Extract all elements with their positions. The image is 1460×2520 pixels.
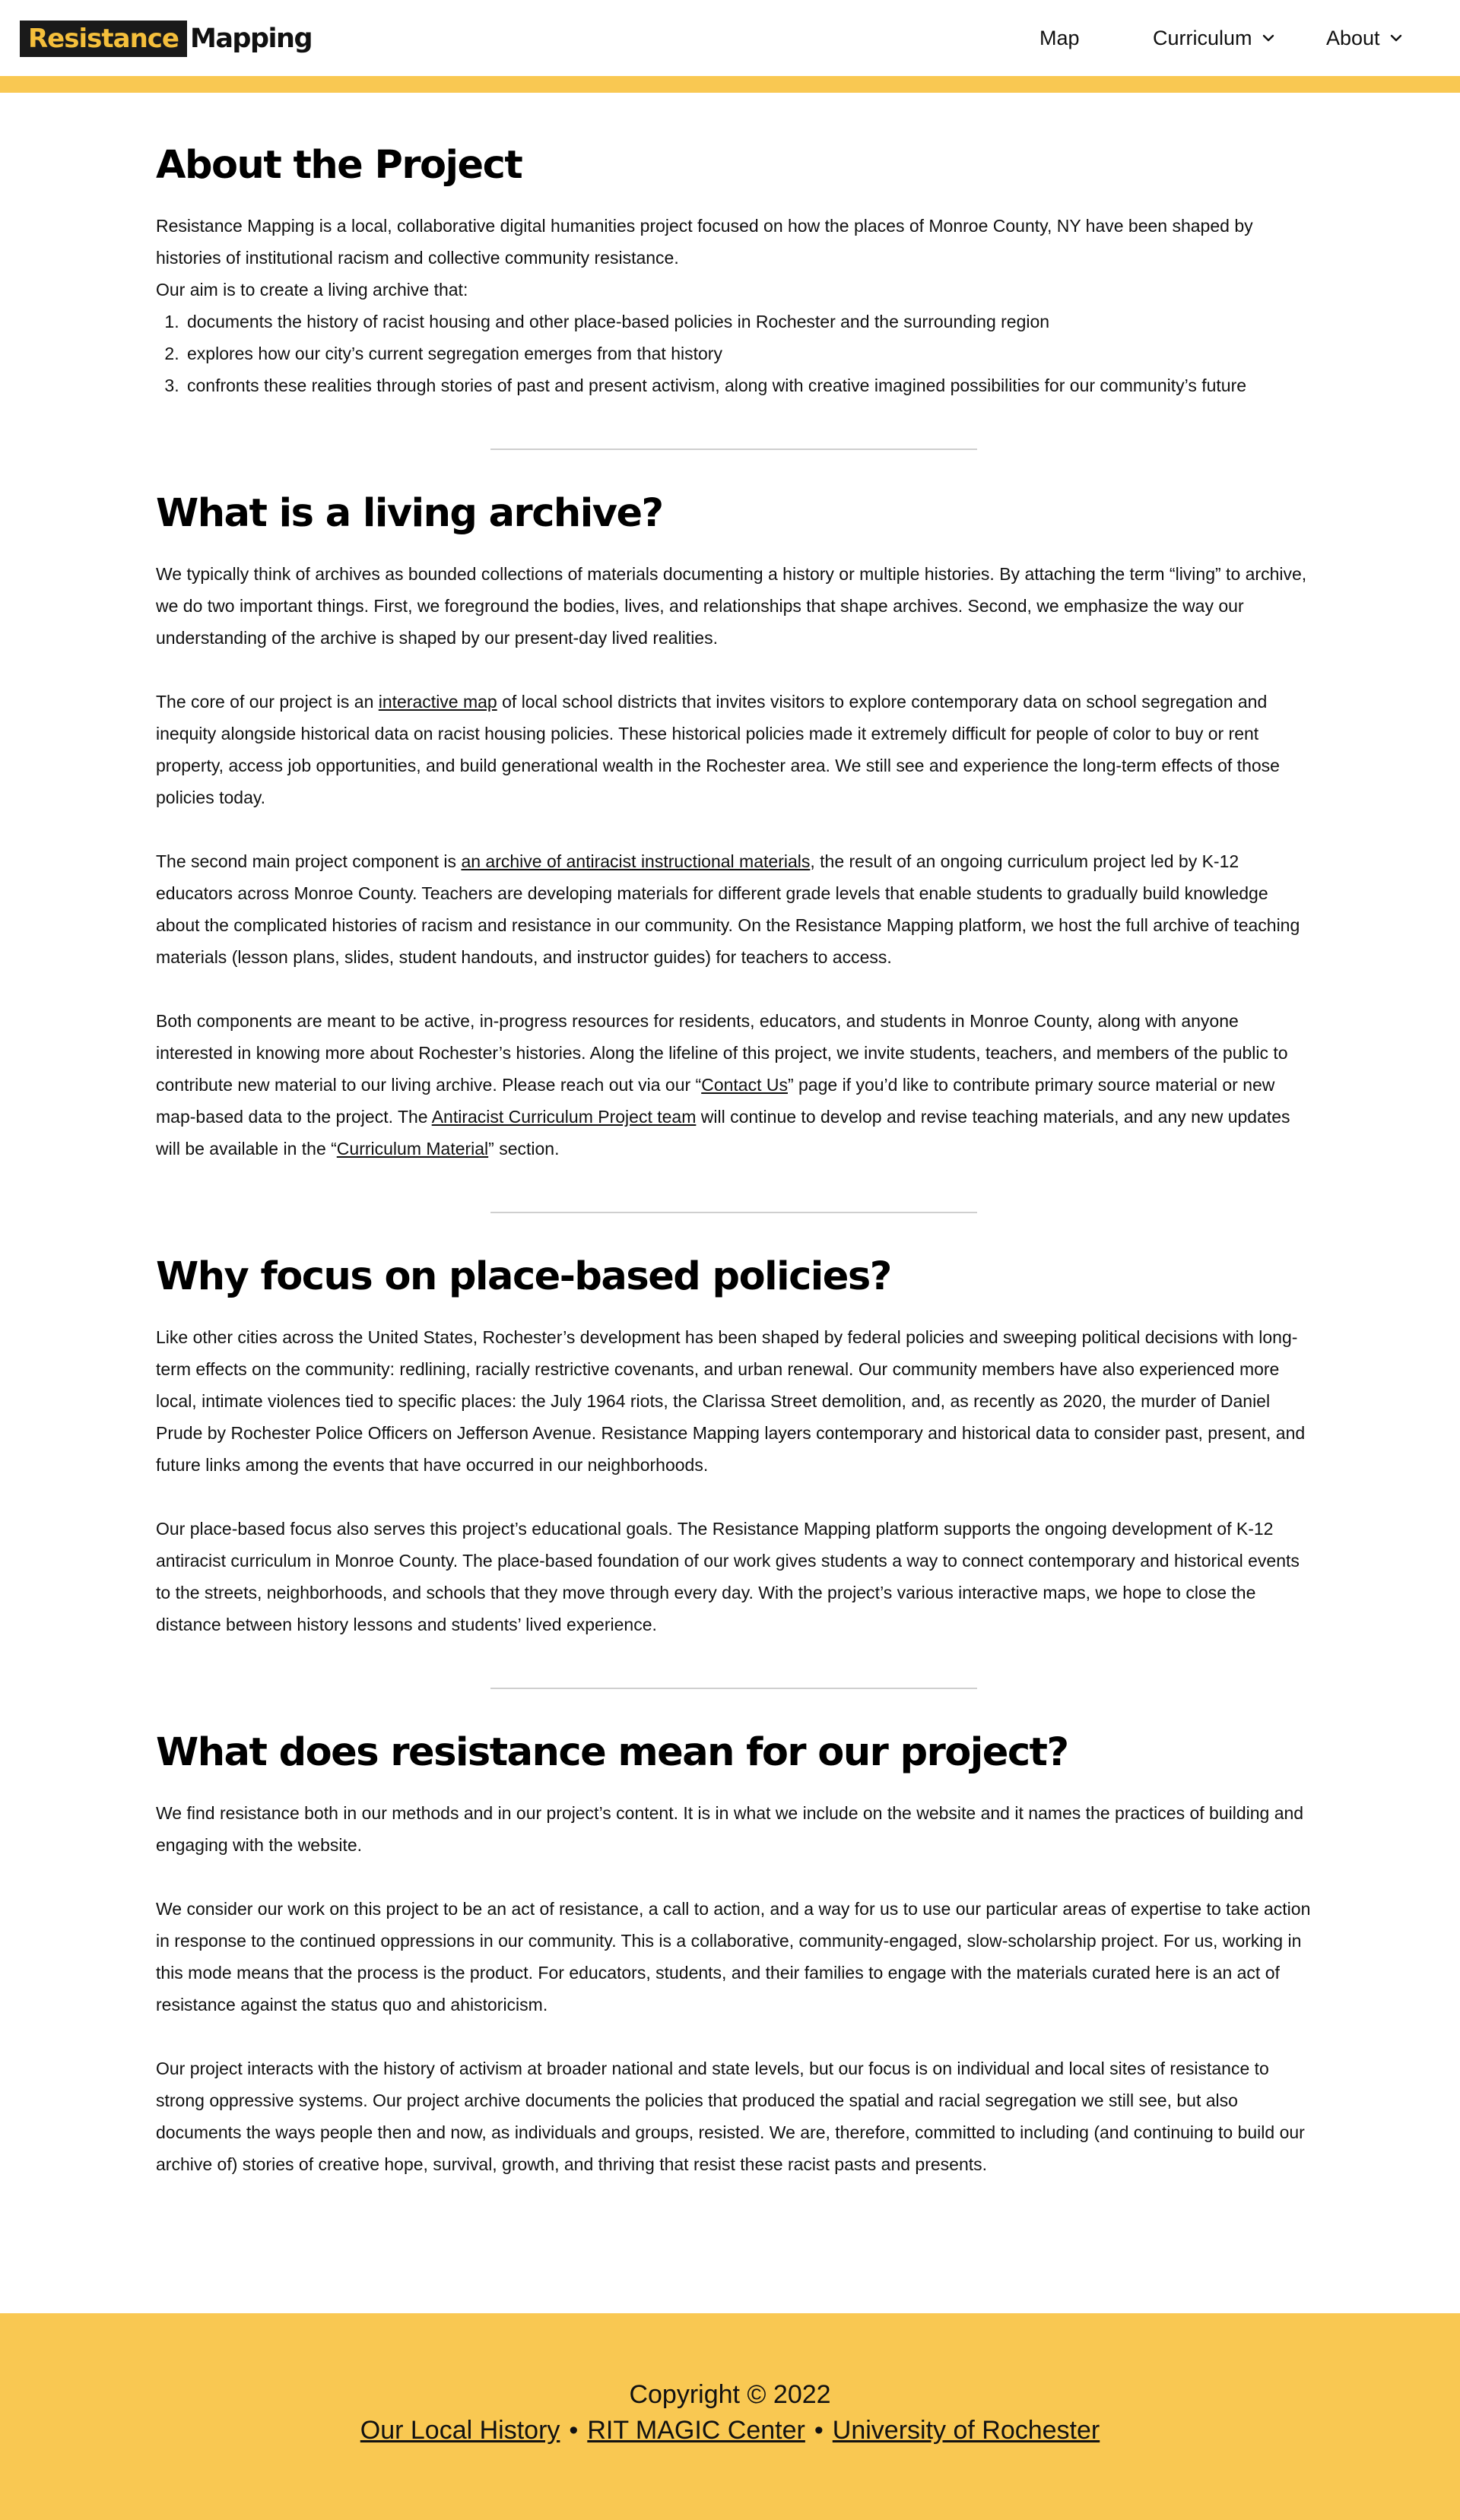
aims-list — [184, 306, 1312, 401]
interactive-map-link[interactable]: interactive map — [378, 692, 497, 712]
footer-link-our-local-history[interactable]: Our Local History — [360, 2416, 560, 2445]
paragraph — [156, 845, 1312, 973]
section-heading: Why focus on place-based policies? — [156, 1254, 891, 1300]
nav-item-label: About — [1326, 26, 1380, 49]
curriculum-team-link[interactable]: Antiracist Curriculum Project team — [431, 1107, 697, 1127]
nav-item-about[interactable] — [1326, 23, 1403, 53]
main-nav — [0, 23, 1460, 53]
paragraph: We consider our work on this project to be an act of resistance, a call to action, and a way for us to use our particular areas of expertise to take action in response to the continued oppressions in our community. This is a collaborative, community-engaged, slow-scholarship project. For us, working in this mode means that the process is the product. For educators, students, and their families to engage with the materials curated here is an act of resistance against the status quo and ahistoricism. — [156, 1899, 1311, 2015]
chevron-down-icon — [1262, 31, 1275, 45]
paragraph: Like other cities across the United States, Rochester’s development has been shaped by federal policies and sweeping political decisions with long-term effects on the community: redlining, racially restrictive covenants, and urban renewal. Our community members have also experienced more local, intimate violences tied to specific places: the July 1964 riots, the Clarissa Street demolition, and, as recently as 2020, the murder of Daniel Prude by Rochester Police Officers on Jefferson Avenue. Resistance Mapping layers contemporary and historical data to consider past, present, and future links among the events that have occurred in our neighborhoods. — [156, 1327, 1306, 1476]
section-heading: About the Project — [156, 143, 522, 188]
nav-item-curriculum[interactable] — [1153, 23, 1275, 53]
chevron-down-icon — [1389, 31, 1403, 45]
site-footer — [0, 2313, 1460, 2520]
section-place-based-policies — [156, 1256, 1312, 1640]
section-heading: What is a living archive? — [156, 491, 663, 537]
section-heading: What does resistance mean for our project? — [156, 1730, 1068, 1776]
text-run: ” page if you’d like to contribute primary source material or new map-based data to the project. The — [156, 1075, 1275, 1127]
nav-item-map[interactable] — [1039, 23, 1080, 53]
list-item: 3. confronts these realities through stories of past and present activism, along with creative imagined possibilities for our community’s future — [184, 369, 1312, 401]
paragraph: Our place-based focus also serves this project’s educational goals. The Resistance Mapping platform supports the ongoing development of K-12 antiracist curriculum in Monroe County. The place-based foundation of our work gives students a way to connect contemporary and historical events to the streets, neighborhoods, and schools that they move through every day. With the project’s various interactive maps, we hope to close the distance between history lessons and students’ lived experience. — [156, 1519, 1300, 1635]
footer-link-rit-magic-center[interactable]: RIT MAGIC Center — [587, 2416, 805, 2445]
main-content — [156, 144, 1312, 2180]
section-living-archive — [156, 493, 1312, 1165]
paragraph — [156, 1005, 1312, 1165]
text-run: ” section. — [488, 1139, 560, 1159]
paragraph: Resistance Mapping is a local, collaborative digital humanities project focused on how the places of Monroe County, NY have been shaped by histories of institutional racism and collective community resistance. — [156, 216, 1253, 268]
paragraph: We find resistance both in our methods and in our project’s content. It is in what we include on the website and it names the practices of building and engaging with the website. — [156, 1803, 1304, 1856]
footer-link-university-of-rochester[interactable]: University of Rochester — [832, 2416, 1100, 2445]
nav-item-label: Curriculum — [1153, 26, 1252, 49]
footer-links — [0, 2416, 1460, 2446]
logo-word-resistance: Resistance — [28, 24, 179, 54]
section-divider — [490, 1212, 977, 1213]
text-run: , the result of an ongoing curriculum project led by K-12 educators across Monroe County. Teachers are developing materials for different grade levels that enable students to gradually build knowledge about the complicated histories of racism and resistance in our community. On the Resistance Mapping platform, we host the full archive of teaching materials (lesson plans, slides, student handouts, and instructor guides) for teachers to access. — [156, 851, 1300, 968]
site-header — [0, 0, 1460, 76]
text-run: The second main project component is — [156, 851, 462, 872]
copyright-text: Copyright © 2022 — [629, 2380, 831, 2409]
header-accent-stripe — [0, 76, 1460, 93]
logo-word-mapping: Mapping — [189, 23, 313, 54]
paragraph: Our project interacts with the history of activism at broader national and state levels, but our focus is on individual and local sites of resistance to strong oppressive systems. Our project archive documents the policies that produced the spatial and racial segregation we still see, but also documents the ways people then and now, as individuals and groups, resisted. We are, therefore, committed to including (and continuing to build our archive of) stories of creative hope, survival, growth, and thriving that resist these racist pasts and presents. — [156, 2059, 1305, 2175]
list-item: 1. documents the history of racist housing and other place-based policies in Rochester and the surrounding region — [184, 306, 1312, 338]
footer-separator: • — [814, 2416, 824, 2445]
paragraph: Our aim is to create a living archive that: — [156, 280, 468, 300]
section-divider — [490, 449, 977, 450]
section-about-project — [156, 144, 1312, 401]
curriculum-material-link[interactable]: Curriculum Material — [336, 1139, 489, 1159]
nav-item-label: Map — [1039, 26, 1080, 49]
contact-us-link[interactable]: Contact Us — [701, 1075, 788, 1095]
antiracist-materials-link[interactable]: an archive of antiracist instructional materials — [461, 851, 811, 872]
footer-separator: • — [569, 2416, 579, 2445]
list-item: 2. explores how our city’s current segregation emerges from that history — [184, 338, 1312, 369]
text-run: will continue to develop and revise teaching materials, and any new updates will be available in the “ — [156, 1107, 1290, 1159]
section-resistance-meaning — [156, 1732, 1312, 2180]
text-run: of local school districts that invites visitors to explore contemporary data on school segregation and inequity alongside historical data on racist housing policies. These historical policies made it extremely difficult for people of color to buy or rent property, access job opportunities, and build generational wealth in the Rochester area. We still see and experience the long-term effects of those policies today. — [156, 692, 1280, 808]
paragraph: We typically think of archives as bounded collections of materials documenting a history or multiple histories. By attaching the term “living” to archive, we do two important things. First, we foreground the bodies, lives, and relationships that shape archives. Second, we emphasize the way our understanding of the archive is shaped by our present-day lived realities. — [156, 564, 1307, 648]
text-run: Both components are meant to be active, in-progress resources for residents, educators, and students in Monroe County, along with anyone interested in knowing more about Rochester’s histories. Along the lifeline of this project, we invite students, teachers, and members of the public to contribute new material to our living archive. Please reach out via our “ — [156, 1011, 1288, 1095]
paragraph — [156, 686, 1312, 813]
text-run: The core of our project is an — [156, 692, 379, 712]
section-divider — [490, 1688, 977, 1689]
